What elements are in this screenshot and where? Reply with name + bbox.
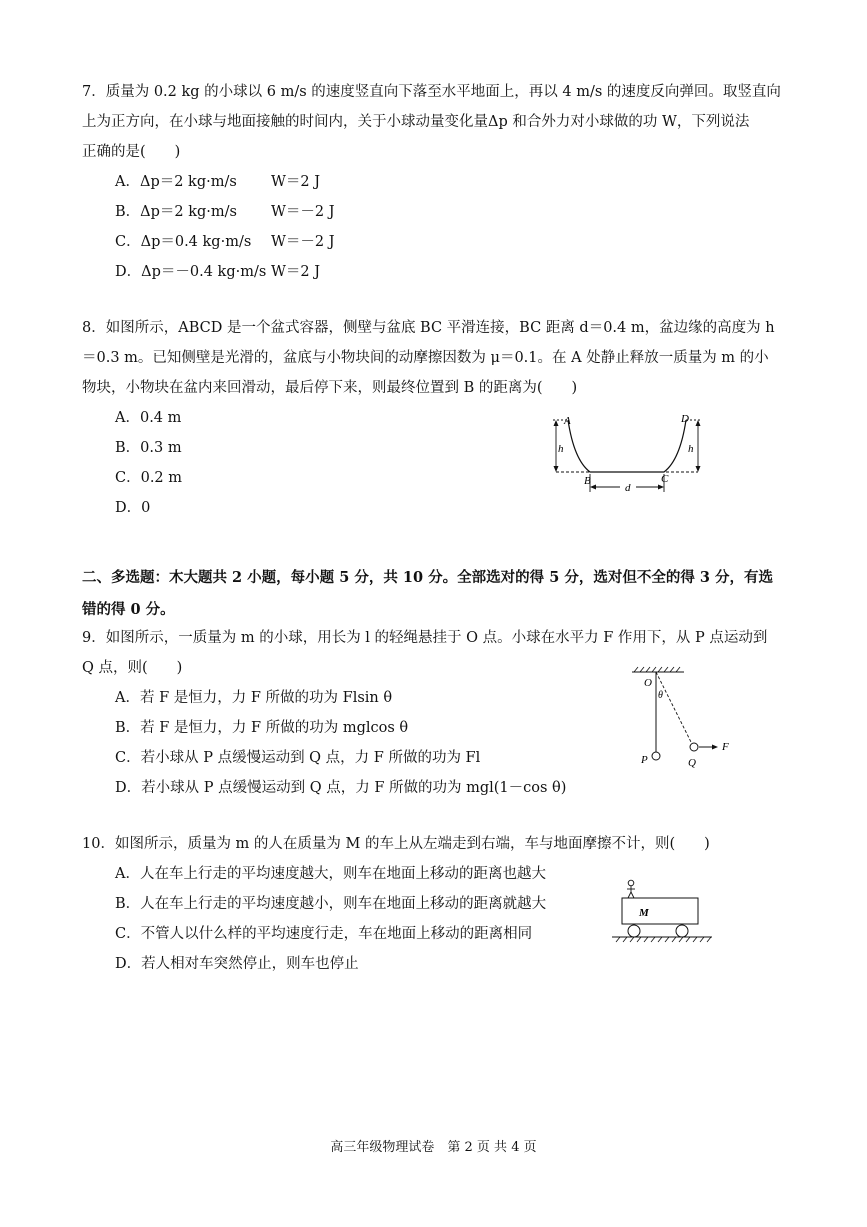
q8-stem-line2: ＝0.3 m。已知侧壁是光滑的，盆底与小物块间的动摩擦因数为 μ＝0.1。在 A 处静止释放一质量为 m 的小 [82, 350, 769, 366]
q7-option-a-w: W＝2 J [271, 174, 321, 190]
label-c: C [661, 473, 669, 485]
label-h-left: h [558, 443, 564, 455]
person-leg-left [628, 892, 631, 898]
left-arrow-head-up [554, 420, 559, 426]
label-m-cart: M [639, 907, 649, 919]
q7-option-a-dp: A．Δp＝2 kg·m/s [115, 174, 237, 190]
q9-stem-line2: Q 点，则( ) [82, 660, 183, 676]
q7-option-b-dp: B．Δp＝2 kg·m/s [115, 204, 237, 220]
q7-option-d [115, 262, 321, 282]
q9-option-a: A．若 F 是恒力，力 F 所做的功为 Flsin θ [115, 690, 393, 706]
q9-option-b: B．若 F 是恒力，力 F 所做的功为 mglcos θ [115, 720, 409, 736]
q7-stem-line1: 7．质量为 0.2 kg 的小球以 6 m/s 的速度竖直向下落至水平地面上，再以 4 m/s 的速度反向弹回。取竖直向 [82, 84, 781, 100]
label-h-right: h [688, 443, 694, 455]
q10-option-d: D．若人相对车突然停止，则车也停止 [115, 956, 359, 972]
label-a: A [564, 415, 571, 427]
basin-profile [568, 420, 686, 472]
label-p: P [641, 754, 648, 766]
string-dashed [656, 672, 692, 744]
q10-option-c: C．不管人以什么样的平均速度行走，车在地面上移动的距离相同 [115, 926, 533, 942]
section2-heading-line2: 错的得 0 分。 [82, 601, 175, 618]
q7-option-b-w: W＝－2 J [271, 204, 335, 220]
label-o: O [644, 677, 652, 689]
q8-stem-line3: 物块，小物块在盆内来回滑动，最后停下来，则最终位置到 B 的距离为( ) [82, 380, 578, 396]
person-head [628, 880, 634, 886]
label-f: F [722, 741, 729, 753]
q7-option-c-dp: C．Δp＝0.4 kg·m/s [115, 234, 252, 250]
section2-heading-line1: 二、多选题：木大题共 2 小题，每小题 5 分，共 10 分。全部选对的得 5 分，选对但不全的得 3 分，有选 [82, 569, 774, 586]
label-d-dim: d [625, 482, 631, 494]
right-arrow-head-up [696, 420, 701, 426]
q9-option-d: D．若小球从 P 点缓慢运动到 Q 点，力 F 所做的功为 mgl(1－cos θ) [115, 780, 567, 796]
q7-option-a [115, 172, 321, 192]
q8-option-d: D．0 [115, 500, 151, 516]
q7-option-b [115, 202, 335, 222]
cart-body [622, 898, 698, 924]
q8-option-a: A．0.4 m [115, 410, 182, 426]
label-d: D [681, 413, 689, 425]
q7-option-d-dp: D．Δp＝－0.4 kg·m/s [115, 264, 267, 280]
q7-stem-line2: 上为正方向，在小球与地面接触的时间内，关于小球动量变化量Δp 和合外力对小球做的功 W，下列说法 [82, 114, 750, 130]
q9-stem-line1: 9．如图所示，一质量为 m 的小球，用长为 l 的轻绳悬挂于 O 点。小球在水平力 F 作用下，从 P 点运动到 [82, 630, 768, 646]
q9-option-c: C．若小球从 P 点缓慢运动到 Q 点，力 F 所做的功为 Fl [115, 750, 481, 766]
page-footer: 高三年级物理试卷 第 2 页 共 4 页 [330, 1140, 537, 1155]
ball-p [652, 752, 660, 760]
q7-option-d-w: W＝2 J [271, 264, 321, 280]
cart-diagram [608, 878, 718, 948]
label-b: B [584, 475, 591, 487]
left-arrow-head-down [554, 466, 559, 472]
q8-option-c: C．0.2 m [115, 470, 183, 486]
wheel-left [628, 925, 640, 937]
q10-option-a: A．人在车上行走的平均速度越大，则车在地面上移动的距离也越大 [115, 866, 546, 882]
q8-option-b: B．0.3 m [115, 440, 182, 456]
pendulum-diagram [626, 664, 736, 772]
d-arrow-left [590, 485, 596, 490]
label-q: Q [688, 757, 696, 769]
right-arrow-head-down [696, 466, 701, 472]
ground-hatch [616, 937, 711, 942]
q7-option-c-w: W＝－2 J [271, 234, 335, 250]
q8-stem-line1: 8．如图所示，ABCD 是一个盆式容器，侧壁与盆底 BC 平滑连接，BC 距离 d＝0.4 m，盆边缘的高度为 h [82, 320, 775, 336]
d-arrow-right [658, 485, 664, 490]
ball-q [690, 743, 698, 751]
person-leg-right [631, 892, 634, 898]
label-theta: θ [658, 690, 663, 701]
wheel-right [676, 925, 688, 937]
ceiling-hatch [634, 667, 680, 672]
force-arrow-head [712, 745, 718, 750]
q7-option-c [115, 232, 335, 252]
q7-stem-line3: 正确的是( ) [82, 144, 181, 160]
basin-diagram [548, 410, 708, 498]
q10-option-b: B．人在车上行走的平均速度越小，则车在地面上移动的距离就越大 [115, 896, 547, 912]
q10-stem-line1: 10．如图所示，质量为 m 的人在质量为 M 的车上从左端走到右端，车与地面摩擦不计，则( ) [82, 836, 710, 852]
